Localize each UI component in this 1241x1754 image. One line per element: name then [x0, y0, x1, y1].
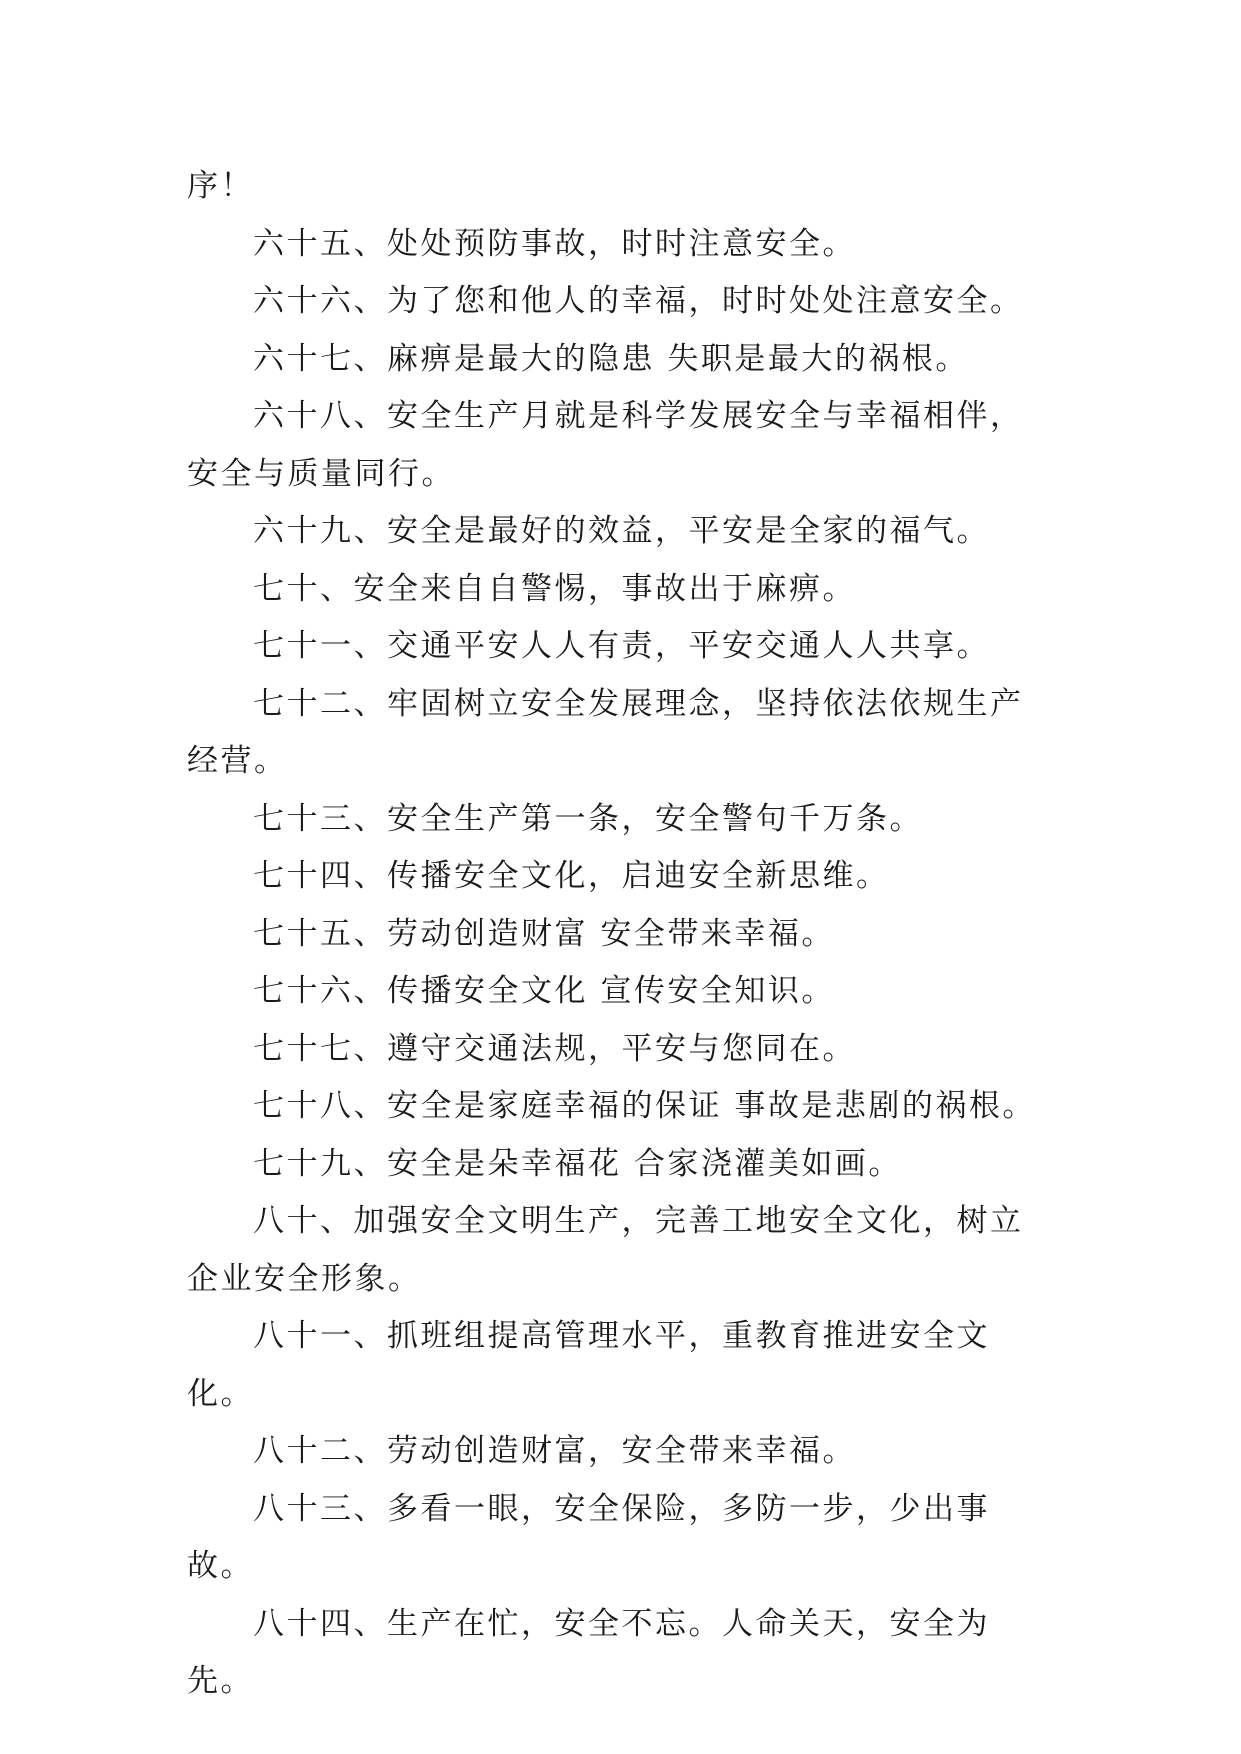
- paragraph-item-66: 六十六、为了您和他人的幸福，时时处处注意安全。: [253, 283, 1024, 319]
- paragraph-item-82: 八十二、劳动创造财富，安全带来幸福。: [253, 1433, 856, 1469]
- paragraph-item-67: 六十七、麻痹是最大的隐患 失职是最大的祸根。: [253, 340, 969, 377]
- paragraph-item-83: 八十三、多看一眼，安全保险，多防一步，少出事故。: [187, 1490, 990, 1584]
- document-body: [187, 158, 1047, 1711]
- paragraph-item-81: 八十一、抓班组提高管理水平，重教育推进安全文化。: [187, 1318, 990, 1412]
- paragraph-item-71: 七十一、交通平安人人有责，平安交通人人共享。: [253, 628, 990, 664]
- paragraph-item-80: 八十、加强安全文明生产，完善工地安全文化，树立企业安全形象。: [187, 1203, 1024, 1297]
- paragraph-item-79: 七十九、安全是朵幸福花 合家浇灌美如画。: [253, 1145, 902, 1182]
- paragraph-item-73: 七十三、安全生产第一条，安全警句千万条。: [253, 800, 923, 837]
- paragraph-item-69: 六十九、安全是最好的效益，平安是全家的福气。: [253, 513, 990, 549]
- paragraph-item-74: 七十四、传播安全文化，启迪安全新思维。: [253, 858, 890, 894]
- paragraph-item-68: 六十八、安全生产月就是科学发展安全与幸福相伴，安全与质量同行。: [187, 398, 1024, 492]
- paragraph-item-75: 七十五、劳动创造财富 安全带来幸福。: [253, 915, 835, 952]
- paragraph-item-65: 六十五、处处预防事故，时时注意安全。: [253, 225, 856, 262]
- paragraph-item-72: 七十二、牢固树立安全发展理念，坚持依法依规生产经营。: [187, 685, 1024, 779]
- paragraph-continuation: 序！: [187, 168, 254, 204]
- paragraph-item-70: 七十、安全来自自警惕，事故出于麻痹。: [253, 570, 856, 607]
- paragraph-item-76: 七十六、传播安全文化 宣传安全知识。: [253, 973, 835, 1009]
- paragraph-item-84: 八十四、生产在忙，安全不忘。人命关天，安全为先。: [187, 1605, 990, 1699]
- paragraph-item-77: 七十七、遵守交通法规，平安与您同在。: [253, 1030, 856, 1067]
- paragraph-item-78: 七十八、安全是家庭幸福的保证 事故是悲剧的祸根。: [253, 1088, 1036, 1124]
